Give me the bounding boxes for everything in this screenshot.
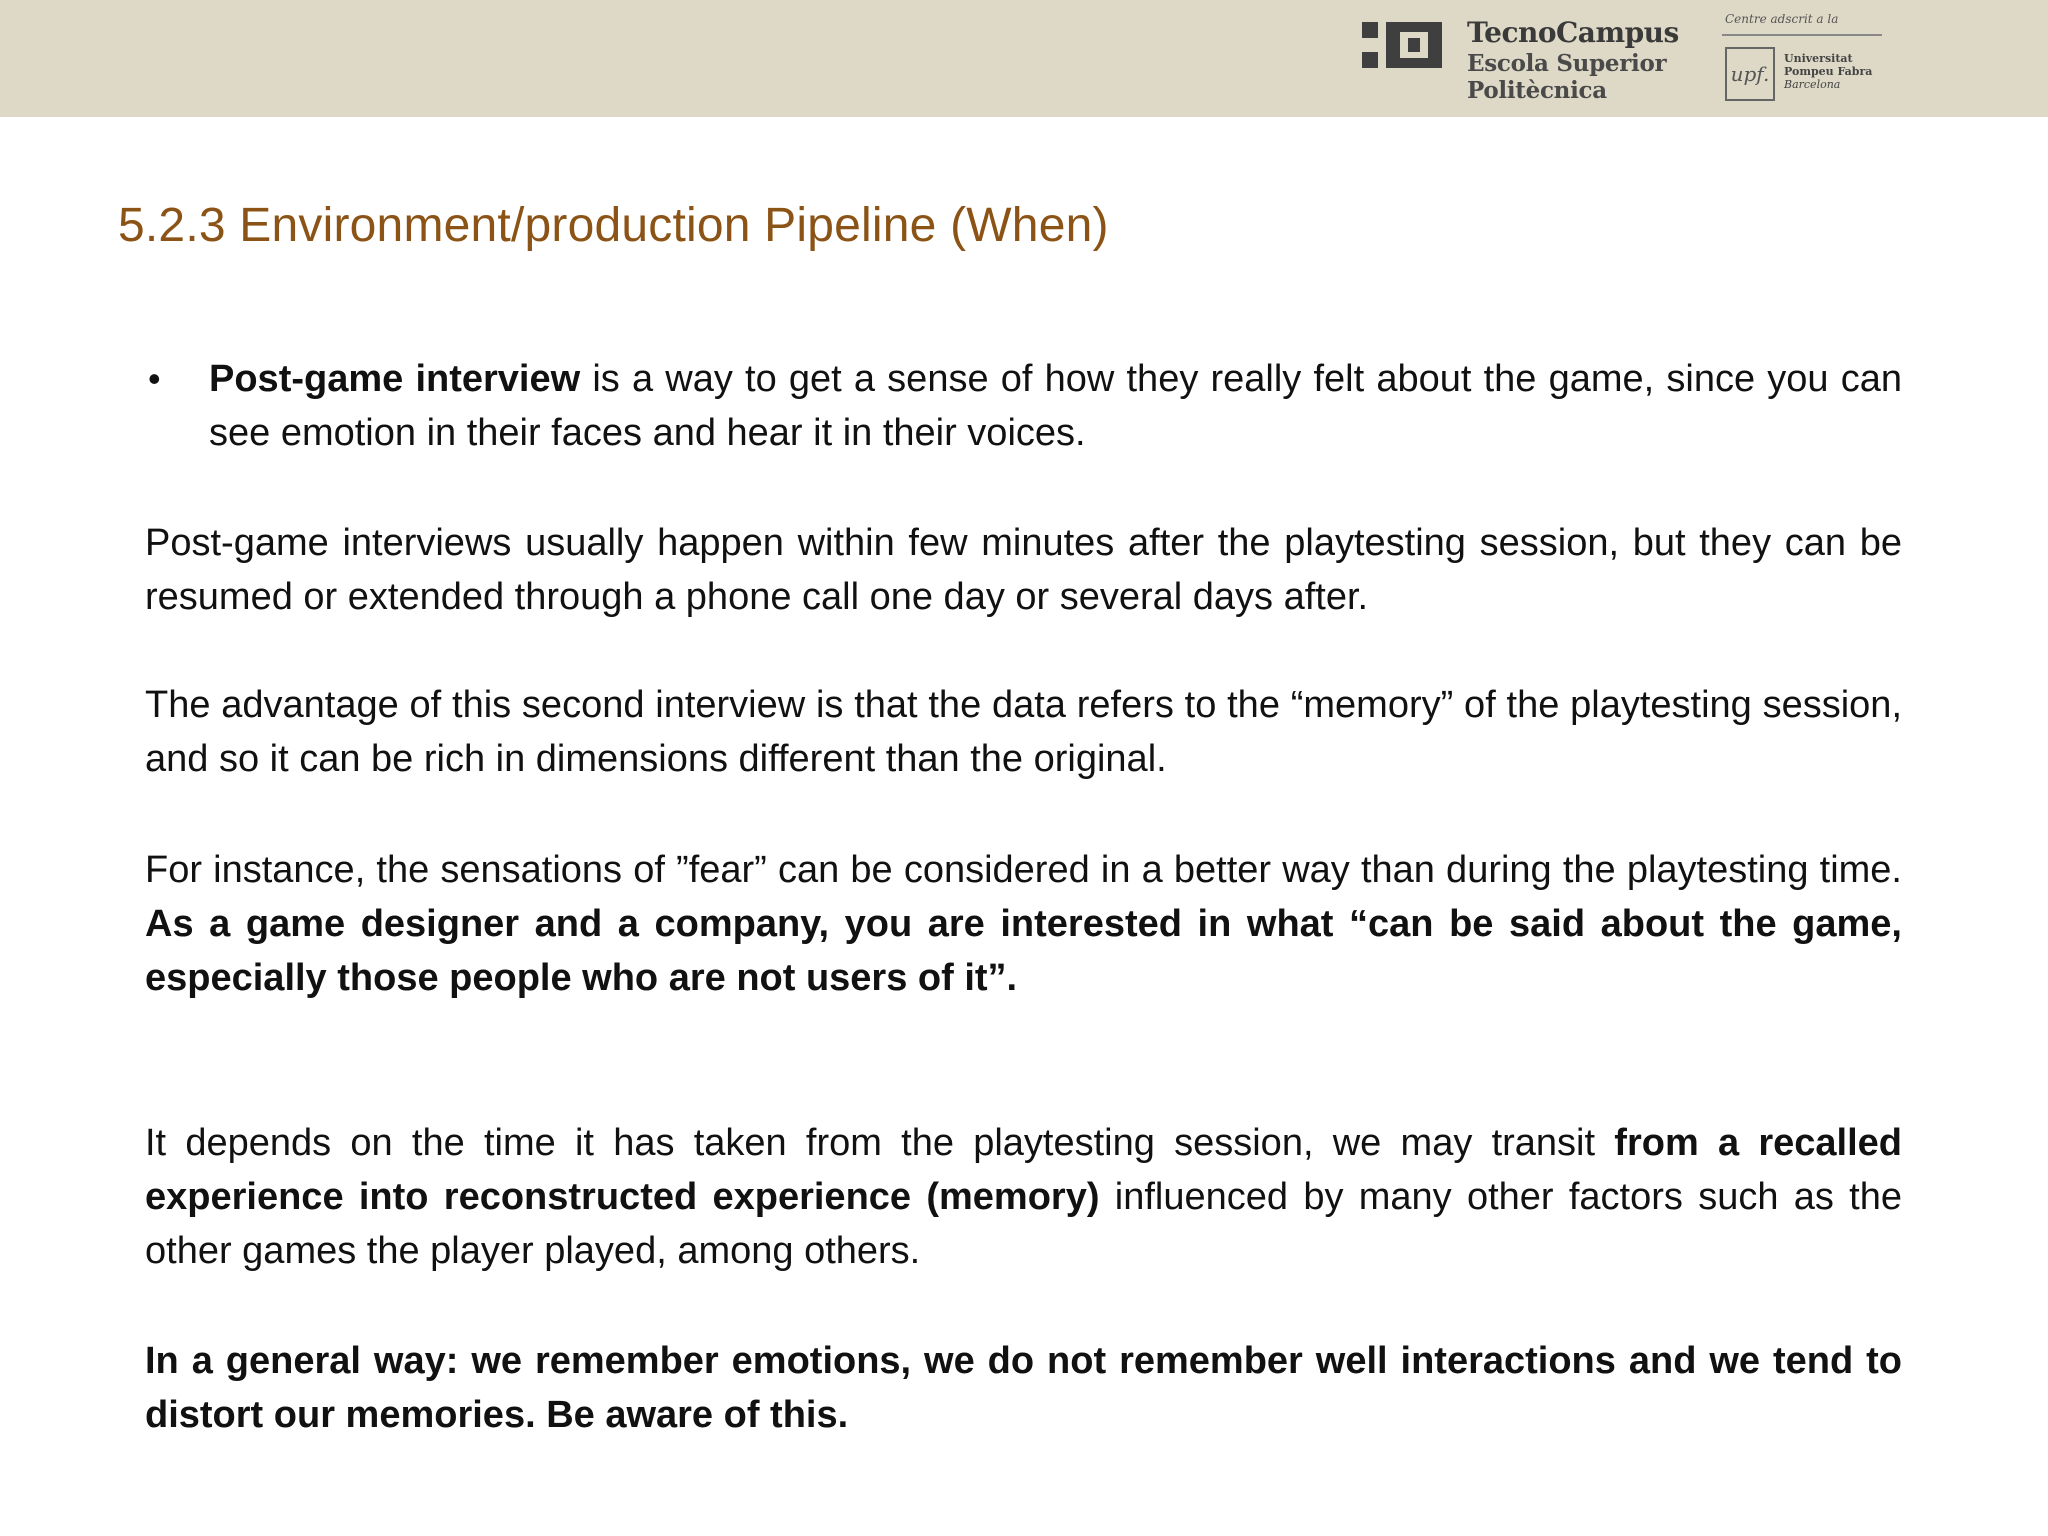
tecnocampus-logo-icon <box>1362 22 1442 74</box>
upf-name <box>1784 52 1872 91</box>
header-band <box>0 0 2048 117</box>
logo-line-3: Politècnica <box>1467 77 1607 104</box>
paragraph-5: In a general way: we remember emotions, we do not remember well interactions and we tend to distort our memories. Be aware of this. <box>145 1340 1902 1436</box>
paragraph-4-bold: from a recalled experience into reconstructed experience (memory) <box>145 1122 1902 1218</box>
slide-title: 5.2.3 Environment/production Pipeline (When) <box>118 199 1109 252</box>
upf-mark-icon: upf. <box>1725 47 1775 101</box>
logo-line-2: Escola Superior <box>1467 50 1667 77</box>
upf-logo <box>1722 12 1882 102</box>
upf-name-2: Pompeu Fabra <box>1784 65 1873 78</box>
paragraph-4-normal-2: influenced by many other factors such as the other games the player played, among others. <box>145 1176 1902 1272</box>
paragraph-4 <box>145 1116 1902 1278</box>
bullet-bold-term: Post-game interview <box>209 358 581 400</box>
paragraph-4-normal-1: It depends on the time it has taken from the playtesting session, we may transit <box>145 1122 1615 1164</box>
bullet-paragraph <box>209 352 1902 460</box>
paragraph-3-normal: For instance, the sensations of ”fear” can be considered in a better way than during the playtesting time. <box>145 849 1902 891</box>
logo-line-1: TecnoCampus <box>1467 16 1679 49</box>
upf-caption: Centre adscrit a la <box>1725 12 1839 26</box>
paragraph-3 <box>145 843 1902 1005</box>
paragraph-2: The advantage of this second interview is that the data refers to the “memory” of the playtesting session, and so it can be rich in dimensions different than the original. <box>145 684 1902 780</box>
upf-name-3: Barcelona <box>1784 78 1841 91</box>
tecnocampus-wordmark <box>1467 16 1679 104</box>
bullet-marker: • <box>148 358 161 399</box>
upf-divider <box>1722 34 1882 36</box>
paragraph-1: Post-game interviews usually happen within few minutes after the playtesting session, but they can be resumed or extended through a phone call one day or several days after. <box>145 522 1902 618</box>
paragraph-3-bold: As a game designer and a company, you are interested in what “can be said about the game, especially those people who are not users of it”. <box>145 903 1902 999</box>
upf-name-1: Universitat <box>1784 52 1853 65</box>
bullet-rest: is a way to get a sense of how they really felt about the game, since you can see emotion in their faces and hear it in their voices. <box>209 358 1902 454</box>
